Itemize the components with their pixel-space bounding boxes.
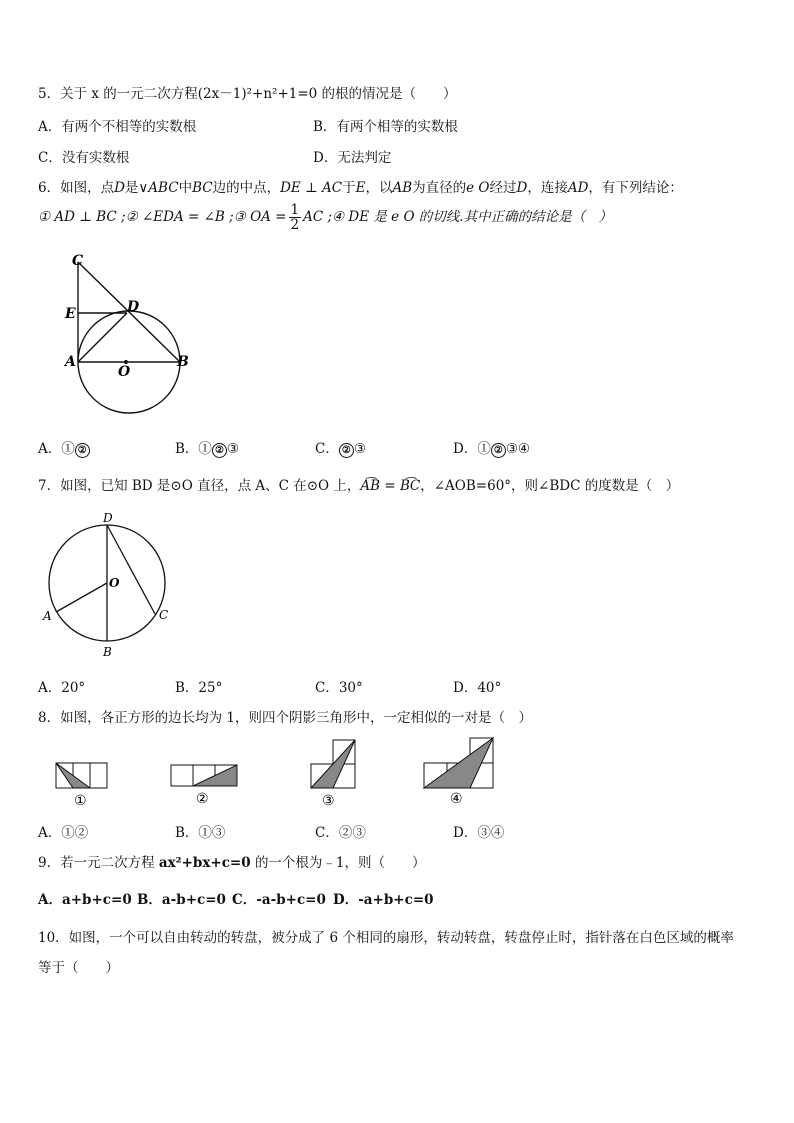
label-d: D — [103, 511, 113, 525]
label-c: C — [159, 608, 169, 622]
fraction-one-half: $\frac{1}{2}$ — [290, 202, 300, 233]
q6-option-d: D．① ② ③④ — [453, 441, 531, 457]
fig-label-4: ④ — [450, 791, 463, 807]
q8-stem: 8．如图，各正方形的边长均为 1，则四个阴影三角形中，一定相似的一对是（ ） — [38, 710, 532, 726]
label-o: O — [118, 364, 131, 380]
q5-option-a: A．有两个不相等的实数根 — [38, 119, 197, 135]
q7-figure — [38, 510, 178, 660]
q6-option-b: B．① ② ③ — [175, 441, 240, 457]
radius-oa — [56, 583, 107, 612]
label-c: C — [72, 253, 84, 269]
chord-dc — [107, 525, 155, 614]
q5-option-d: D．无法判定 — [313, 150, 392, 166]
q6-stem: 6．如图，点D是∨ABC中BC边的中点，DE ⊥ AC于E，以AB为直径的e O经过D，连接AD，有下列结论： — [38, 180, 683, 196]
label-a: A — [65, 354, 76, 370]
label-o: O — [109, 576, 120, 590]
label-b: B — [177, 354, 189, 370]
q8-figure — [50, 735, 510, 815]
fig-label-3: ③ — [322, 793, 335, 809]
q8-option-c: C．②③ — [315, 825, 366, 841]
line-ad — [78, 313, 127, 362]
label-d: D — [127, 299, 140, 315]
q8-option-d: D．③④ — [453, 825, 505, 841]
fig-label-2: ② — [196, 791, 209, 807]
q5-option-b: B．有两个相等的实数根 — [313, 119, 458, 135]
q7-option-b: B．25° — [175, 680, 223, 696]
q9-option-c: C．-a-b+c=0 — [232, 892, 326, 908]
q6-figure — [56, 248, 206, 416]
q7-option-c: C．30° — [315, 680, 363, 696]
label-a: A — [43, 609, 52, 623]
q9-stem: 9．若一元二次方程 ax²+bx+c=0 的一个根为﹣1，则（ ） — [38, 855, 426, 871]
q6-option-c: C． ② ③ — [315, 441, 366, 457]
q7-option-d: D．40° — [453, 680, 502, 696]
q9-option-b: B．a-b+c=0 — [137, 892, 226, 908]
q8-option-a: A．①② — [38, 825, 89, 841]
q6-conclusions: ① AD ⊥ BC ;② ∠EDA = ∠B ;③ OA = $\frac{1}{2}$ AC ;④ DE 是 e O 的切线.其中正确的结论是（ ） — [38, 202, 613, 233]
q5-option-c: C．没有实数根 — [38, 150, 130, 166]
q6-option-a: A．① ② — [38, 437, 90, 458]
q5-stem: 5．关于 x 的一元二次方程(2x－1)²+n²+1=0 的根的情况是（ ） — [38, 86, 457, 102]
label-b: B — [103, 645, 112, 659]
q8-option-b: B．①③ — [175, 825, 226, 841]
q9-option-d: D．-a+b+c=0 — [333, 892, 434, 908]
q10-stem-line2: 等于（ ） — [38, 960, 119, 976]
label-e: E — [65, 306, 76, 322]
fig-label-1: ① — [74, 793, 87, 809]
q10-stem-line1: 10．如图，一个可以自由转动的转盘，被分成了 6 个相同的扇形，转动转盘，转盘停止时，指针落在白色区域的概率 — [38, 930, 734, 946]
q7-stem: 7．如图，已知 BD 是⊙O 直径，点 A、C 在⊙O 上，A͡B = B͡C，∠AOB=60°，则∠BDC 的度数是（ ） — [38, 478, 680, 494]
q7-option-a: A．20° — [38, 680, 86, 696]
q9-option-a: A．a+b+c=0 — [38, 892, 132, 908]
